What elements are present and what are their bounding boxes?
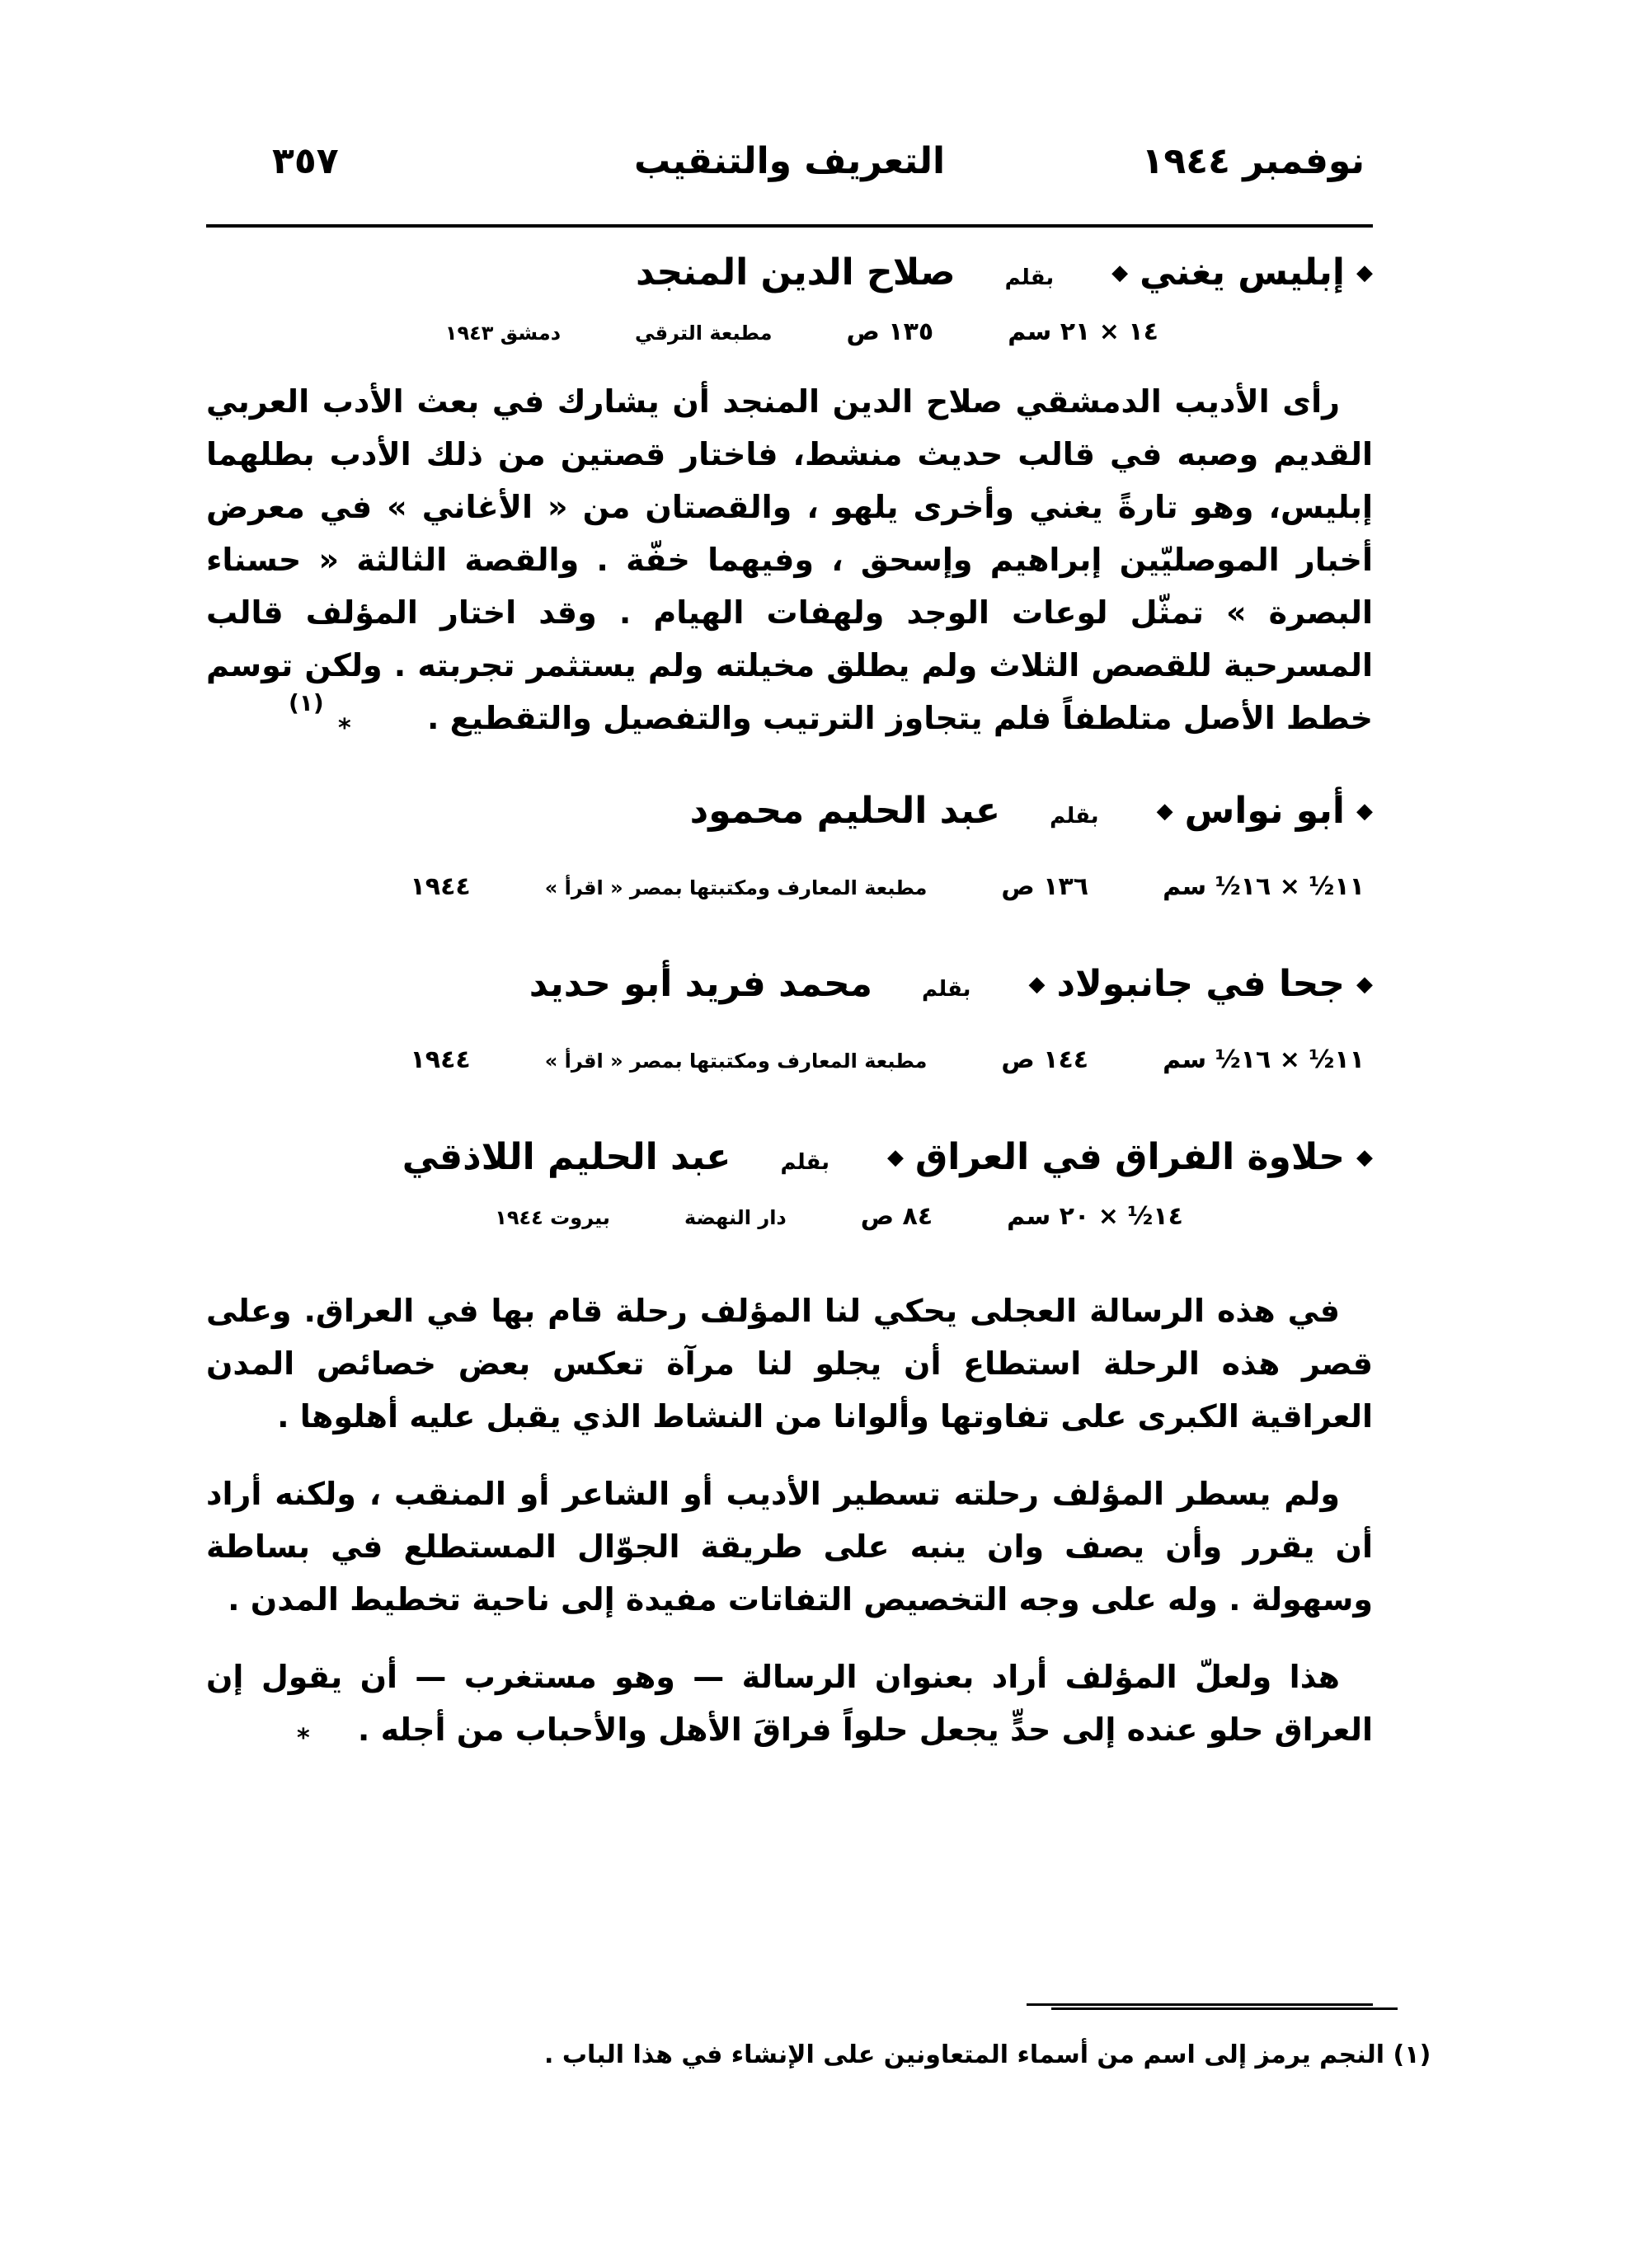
book-entry — [206, 963, 1373, 1095]
book-author: عبد الحليم محمود — [689, 790, 1001, 832]
book-author: عبد الحليم اللاذقي — [402, 1136, 731, 1178]
diamond-bullet-icon: ◆ — [1111, 261, 1129, 285]
asterisk-icon: * — [297, 1724, 310, 1753]
by-label: بقلم — [780, 1150, 829, 1175]
book-publisher: دار النهضة — [684, 1206, 787, 1229]
book-dimensions: ١٤½ × ٢٠ سم — [1007, 1202, 1183, 1231]
book-publisher: مطبعة المعارف ومكتبتها بمصر « اقرأ » — [544, 876, 928, 899]
book-entry — [206, 1136, 1373, 1756]
entry-heading — [206, 963, 1373, 1029]
review-paragraph: ولم يسطر المؤلف رحلته تسطير الأديب أو الشاعر أو المنقب ، ولكنه أراد أن يقرر وأن يصف وان ينبه على طريقة الجوّال المستطلع في بساطة وسهولة . وله على وجه التخصيص التفاتات مفيدة إلى ناحية تخطيط المدن . — [206, 1476, 1373, 1618]
book-place-year: دمشق ١٩٤٣ — [444, 322, 562, 345]
entry-heading — [206, 790, 1373, 856]
book-title: جحا في جانبولاد — [1056, 963, 1345, 1005]
book-pages: ١٤٤ ص — [1001, 1045, 1089, 1074]
book-year: ١٩٤٤ — [410, 872, 471, 901]
footnote-reference: (١) — [289, 689, 324, 716]
book-author: صلاح الدين المنجد — [636, 251, 956, 293]
issue-date: نوفمبر ١٩٤٤ — [1141, 140, 1365, 182]
book-entry — [206, 790, 1373, 922]
book-year: ١٩٤٤ — [410, 1045, 471, 1074]
entry-heading — [206, 251, 1373, 317]
asterisk-icon: * — [338, 714, 351, 743]
book-title: إبليس يغني — [1140, 251, 1345, 293]
footnote: (١) النجم يرمز إلى اسم من أسماء المتعاونين على الإنشاء في هذا الباب . — [544, 2040, 1431, 2069]
book-pages: ١٣٥ ص — [846, 317, 934, 346]
book-publisher: مطبعة الترقي — [635, 322, 773, 345]
diamond-bullet-icon: ◆ — [886, 1145, 904, 1170]
by-label: بقلم — [1004, 265, 1055, 290]
book-pages: ١٣٦ ص — [1001, 872, 1089, 901]
entry-heading — [206, 1136, 1373, 1202]
book-dimensions: ١٤ × ٢١ سم — [1008, 317, 1158, 346]
diamond-bullet-icon: ◆ — [1356, 1145, 1373, 1170]
book-publisher: مطبعة المعارف ومكتبتها بمصر « اقرأ » — [544, 1049, 928, 1073]
book-title: أبو نواس — [1184, 790, 1345, 832]
footnote-separator — [1051, 2007, 1398, 2010]
review-paragraph: هذا ولعلّ المؤلف أراد بعنوان الرسالة — وهو مستغرب — أن يقول إن العراق حلو عنده إلى حدٍّ يجعل حلواً فراقَ الأهل والأحباب من أجله . — [206, 1659, 1373, 1748]
footnote-rule — [1027, 2003, 1373, 2006]
entry-meta — [206, 317, 1158, 367]
section-title: التعريف والتنقيب — [633, 140, 946, 182]
book-dimensions: ١١½ × ١٦½ سم — [1163, 872, 1365, 901]
header-rule — [206, 224, 1373, 228]
running-header — [206, 124, 1373, 214]
book-dimensions: ١١½ × ١٦½ سم — [1163, 1045, 1365, 1074]
review-paragraph: رأى الأديب الدمشقي صلاح الدين المنجد أن يشارك في بعث الأدب العربي القديم وصبه في قالب حديث منشط، فاختار قصتين من ذلك الأدب بطلهما إبليس، وهو تارةً يغني وأخرى يلهو ، والقصتان من « الأغاني » في معرض أخبار الموصليّين إبراهيم وإسحق ، وفيهما خفّة . والقصة الثالثة « حسناء البصرة » تمثّل لوعات الوجد ولهفات الهيام . وقد اختار المؤلف قالب المسرحية للقصص الثلاث ولم يطلق مخيلته ولم يستثمر تجربته . ولكن توسم خطط الأصل متلطفاً فلم يتجاوز الترتيب والتفصيل والتقطيع . — [206, 383, 1373, 736]
diamond-bullet-icon: ◆ — [1028, 972, 1046, 997]
entry-meta — [206, 1045, 1365, 1095]
book-review-page — [206, 124, 1373, 1756]
diamond-bullet-icon: ◆ — [1356, 972, 1373, 997]
book-pages: ٨٤ ص — [860, 1202, 933, 1231]
book-author: محمد فريد أبو حديد — [529, 963, 872, 1005]
page-number: ٣٥٧ — [272, 140, 339, 182]
diamond-bullet-icon: ◆ — [1156, 799, 1173, 824]
entry-meta — [206, 872, 1365, 922]
book-entry — [206, 251, 1373, 744]
by-label: بقلم — [921, 977, 971, 1002]
diamond-bullet-icon: ◆ — [1356, 261, 1373, 285]
by-label: بقلم — [1050, 804, 1099, 829]
book-place-year: بيروت ١٩٤٤ — [495, 1206, 610, 1229]
diamond-bullet-icon: ◆ — [1356, 799, 1373, 824]
review-paragraph: في هذه الرسالة العجلى يحكي لنا المؤلف رحلة قام بها في العراق. وعلى قصر هذه الرحلة استطاع أن يجلو لنا مرآة تعكس بعض خصائص المدن العراقية الكبرى على تفاوتها وألوانا من النشاط الذي يقبل عليه أهلوها . — [206, 1293, 1373, 1435]
book-title: حلاوة الفراق في العراق — [914, 1136, 1345, 1178]
entry-meta — [206, 1202, 1183, 1251]
